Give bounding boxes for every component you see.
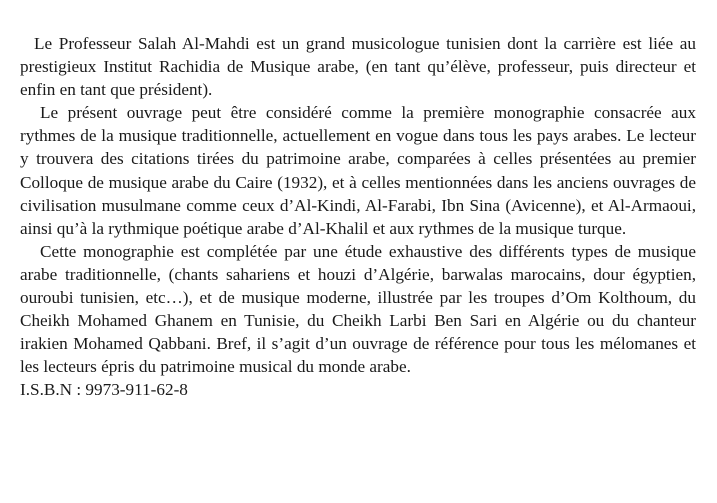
isbn-line: I.S.B.N : 9973-911-62-8: [20, 380, 188, 400]
document-body: [20, 32, 696, 402]
paragraph-book-content: Le présent ouvrage peut être considéré comme la première monographie consacrée aux rythmes de la musique traditionnelle, actuellement en vogue dans tous les pays arabes. Le lecteur y trouvera des citations tirées du patrimoine arabe, comparées à celles présentées au premier Colloque de musique arabe du Caire (1932), et à celles mentionnées dans les anciens ouvrages de civilisation musulmane comme ceux d’Al-Kindi, Al-Farabi, Ibn Sina (Avicenne), et Al-Armaoui, ainsi qu’à la rythmique poétique arabe d’Al-Khalil et aux rythmes de la musique turque.: [20, 103, 696, 238]
paragraph-book-scope: Cette monographie est complétée par une étude exhaustive des différents types de musique arabe traditionnelle, (chants sahariens et houzi d’Algérie, barwalas marocains, dour égyptien, ouroubi tunisien, etc…), et de musique moderne, illustrée par les troupes d’Om Kolthoum, du Cheikh Mohamed Ghanem en Tunisie, du Cheikh Larbi Ben Sari en Algérie ou du chanteur irakien Mohamed Qabbani. Bref, il s’agit d’un ouvrage de référence pour tous les mélomanes et les lecteurs épris du patrimoine musical du monde arabe.: [20, 241, 696, 377]
paragraph-author-bio: Le Professeur Salah Al-Mahdi est un grand musicologue tunisien dont la carrière est liée au prestigieux Institut Rachidia de Musique arabe, (en tant qu’élève, professeur, puis directeur et enfin en tant que président).: [20, 34, 696, 100]
